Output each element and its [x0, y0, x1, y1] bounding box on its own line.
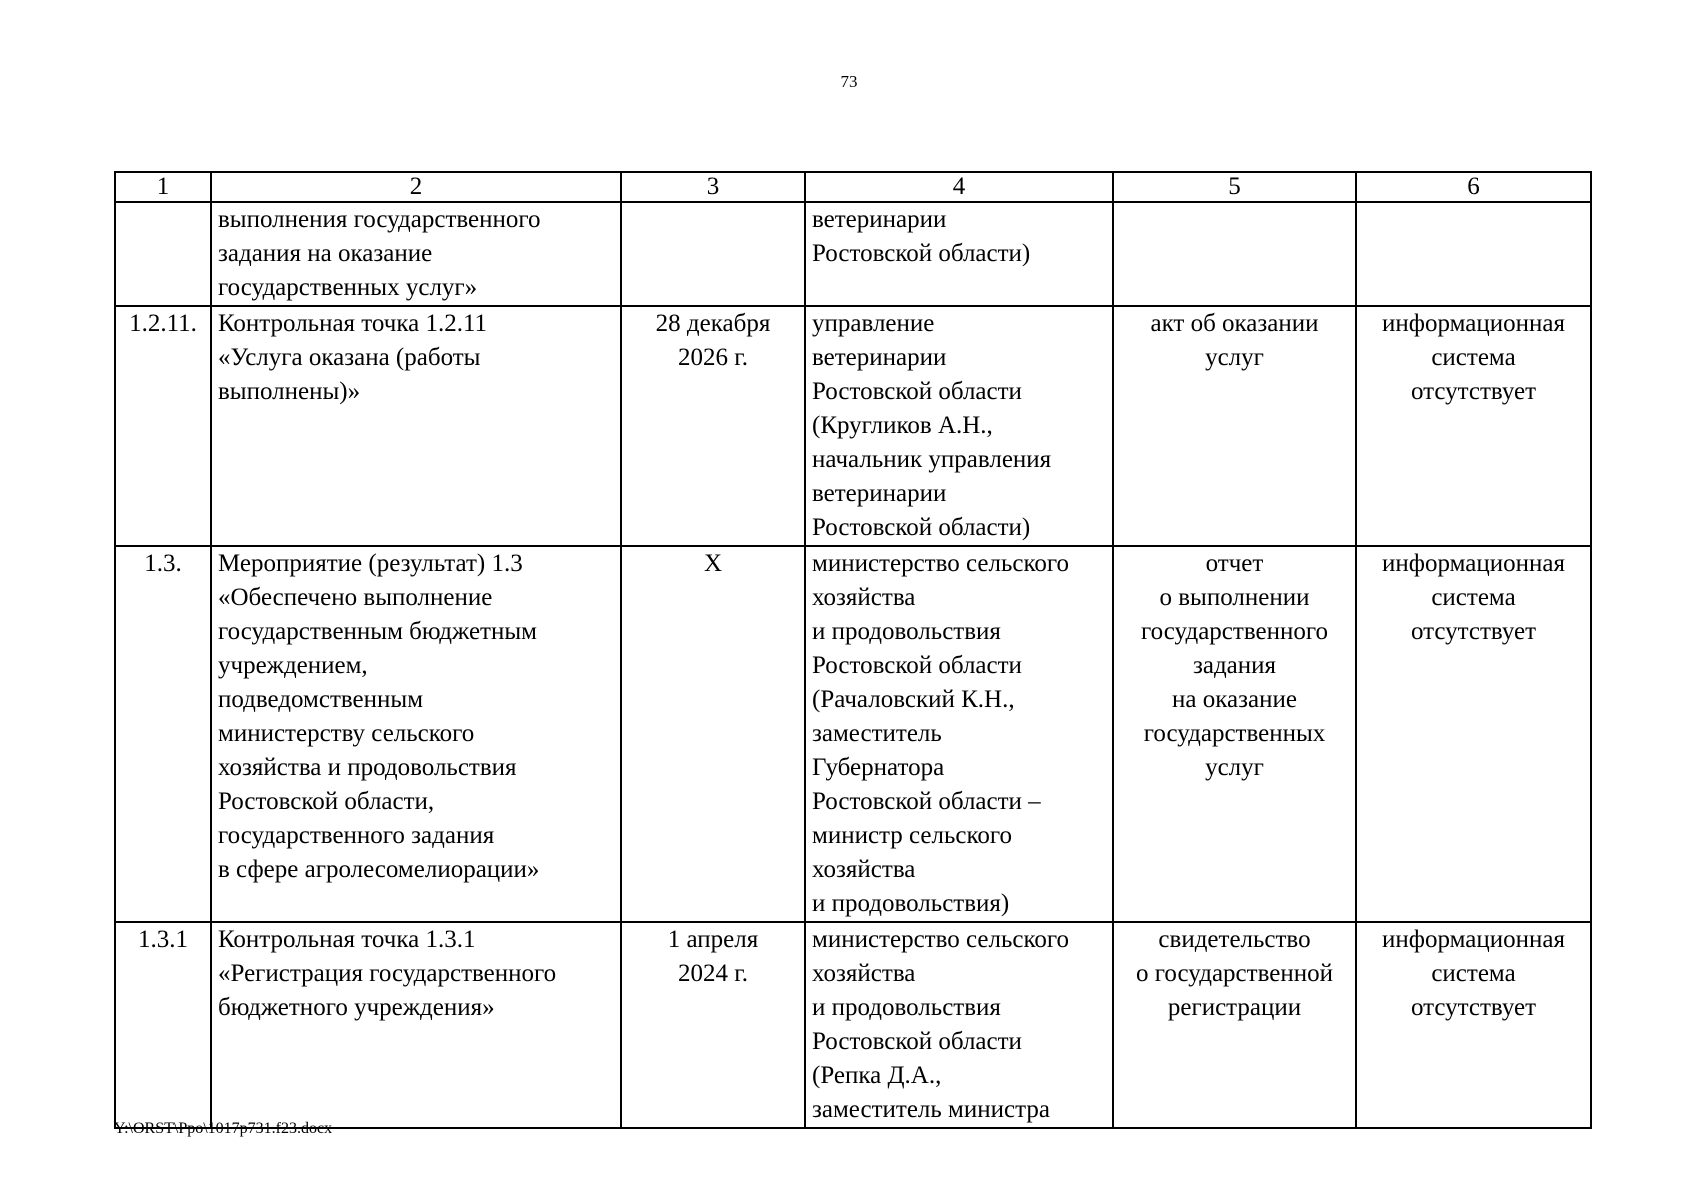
row-name: Мероприятие (результат) 1.3 «Обеспечено выполнение государственным бюджетным учреждением, подведомственным министерству сельского хозяйства и продовольствия Ростовской области, государственного задания в сфере агролесомелиорации»	[218, 550, 540, 883]
row-date: 28 декабря 2026 г.	[655, 310, 771, 371]
row-number: 1.3.1	[138, 926, 188, 953]
row-document: свидетельство о государственной регистрации	[1136, 926, 1333, 1021]
table-row	[115, 306, 1591, 546]
table-row	[115, 922, 1591, 1128]
row-document: отчет о выполнении государственного задания на оказание государственных услуг	[1141, 550, 1328, 781]
row-date: 1 апреля 2024 г.	[667, 926, 759, 987]
row-name: выполнения государственного задания на оказание государственных услуг»	[218, 206, 541, 301]
header-cell: 6	[1356, 172, 1591, 202]
file-path-footer: Y:\ORST\Ppo\1017p731.f23.docx	[114, 1120, 333, 1137]
header-cell: 1	[115, 172, 211, 202]
row-responsible: управление ветеринарии Ростовской области (Кругликов А.Н., начальник управления ветеринарии Ростовской области)	[812, 310, 1052, 541]
row-date: Х	[703, 550, 723, 577]
page-number: 73	[840, 72, 858, 91]
row-system: информационная система отсутствует	[1382, 926, 1565, 1021]
table-row	[115, 546, 1591, 922]
table-header-row	[115, 172, 1591, 202]
header-cell: 2	[211, 172, 621, 202]
row-responsible: министерство сельского хозяйства и продовольствия Ростовской области (Рачаловский К.Н., заместитель Губернатора Ростовской области – министр сельского хозяйства и продовольствия)	[812, 550, 1069, 917]
row-name: Контрольная точка 1.2.11 «Услуга оказана (работы выполнены)»	[218, 310, 488, 405]
row-name: Контрольная точка 1.3.1 «Регистрация государственного бюджетного учреждения»	[218, 926, 557, 1021]
row-system: информационная система отсутствует	[1382, 550, 1565, 645]
header-cell: 5	[1113, 172, 1356, 202]
row-document: акт об оказании услуг	[1150, 310, 1319, 371]
row-responsible: ветеринарии Ростовской области)	[812, 206, 1031, 267]
row-number: 1.2.11.	[129, 310, 197, 337]
header-cell: 3	[621, 172, 805, 202]
plan-table	[114, 171, 1592, 1129]
row-system: информационная система отсутствует	[1382, 310, 1565, 405]
table-row	[115, 202, 1591, 306]
row-number: 1.3.	[144, 550, 182, 577]
header-cell: 4	[805, 172, 1113, 202]
row-responsible: министерство сельского хозяйства и продовольствия Ростовской области (Репка Д.А., заместитель министра	[812, 926, 1069, 1123]
